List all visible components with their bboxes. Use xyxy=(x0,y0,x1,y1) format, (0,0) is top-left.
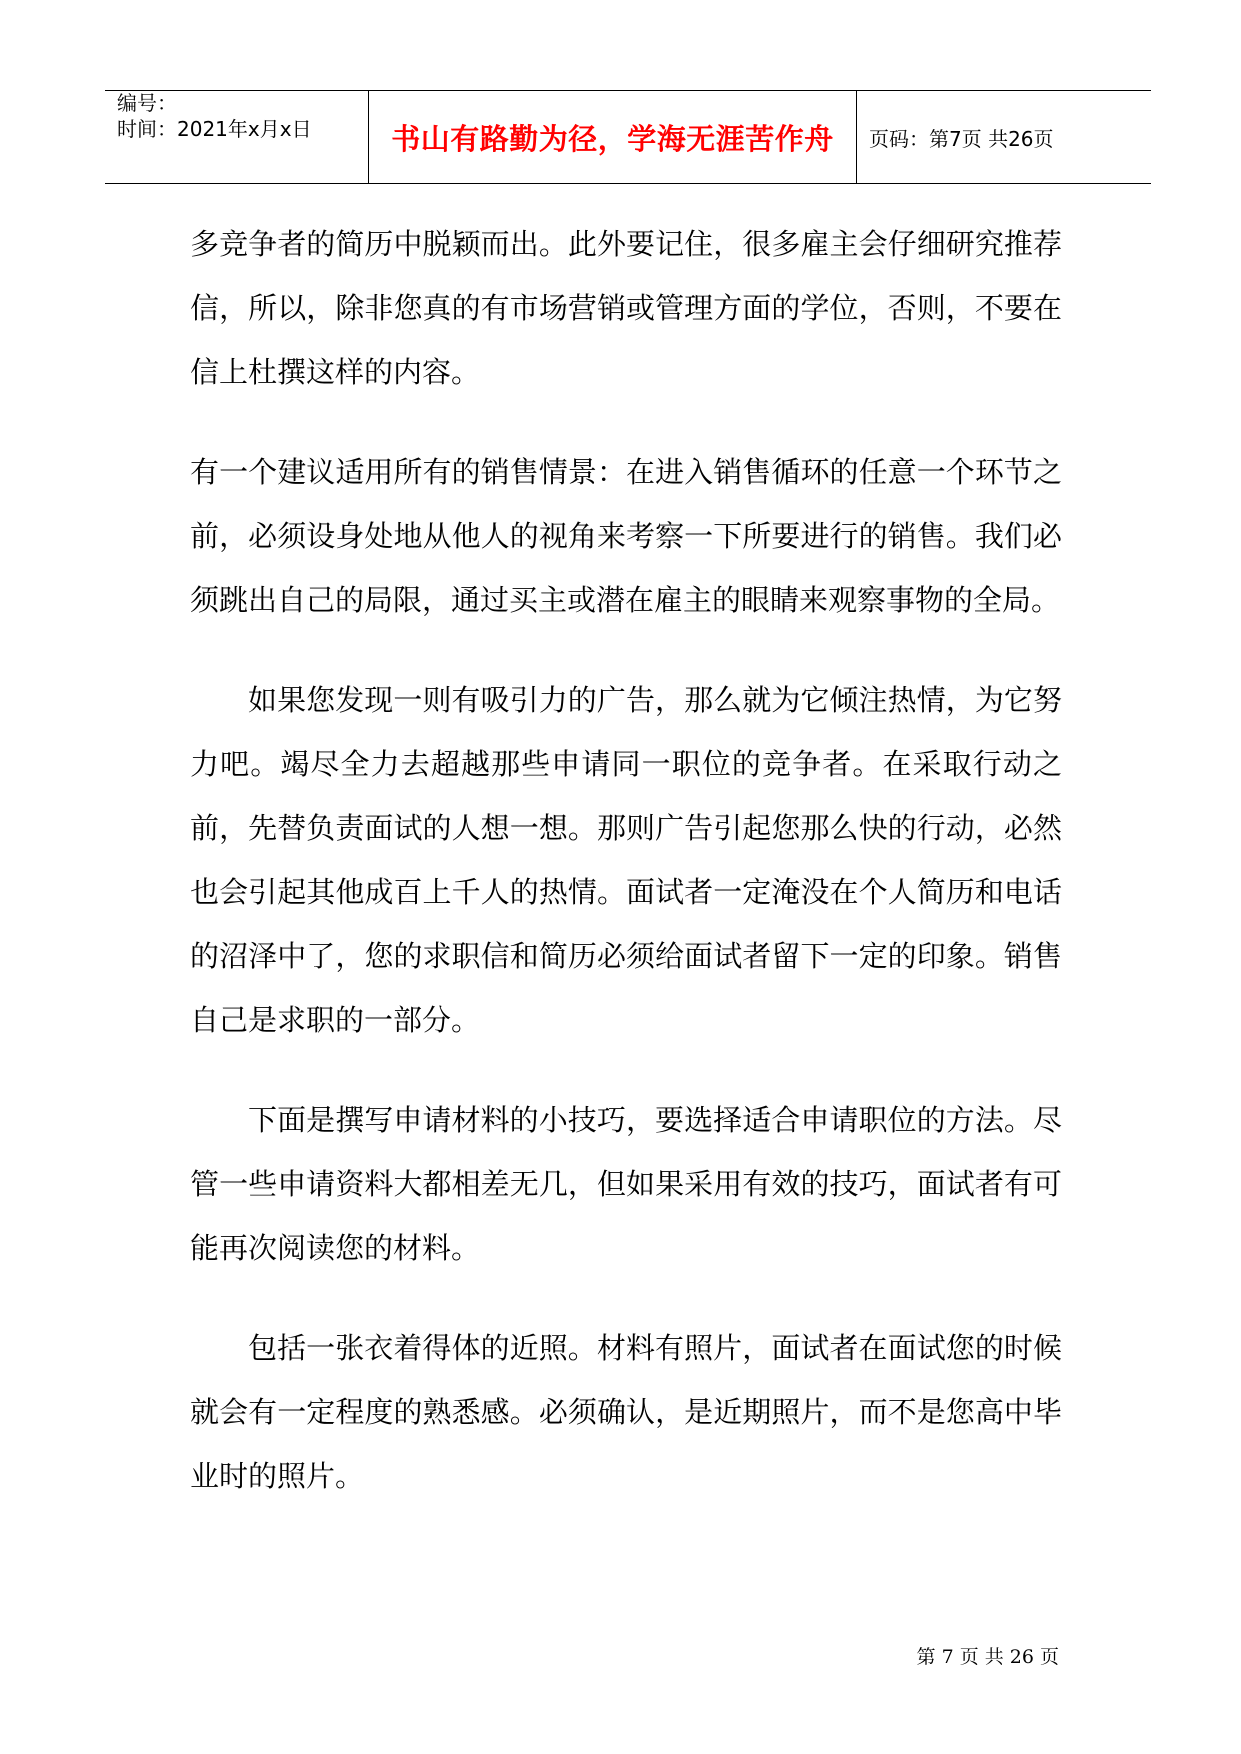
header-meta-cell xyxy=(105,91,369,183)
paragraph: 如果您发现一则有吸引力的广告，那么就为它倾注热情，为它努力吧。竭尽全力去超越那些申请同一职位的竞争者。在采取行动之前，先替负责面试的人想一想。那则广告引起您那么快的行动，必然也会引起其他成百上千人的热情。面试者一定淹没在个人简历和电话的沼泽中了，您的求职信和简历必须给面试者留下一定的印象。销售自己是求职的一部分。 xyxy=(190,683,1062,1037)
paragraph: 有一个建议适用所有的销售情景：在进入销售循环的任意一个环节之前，必须设身处地从他人的视角来考察一下所要进行的销售。我们必须跳出自己的局限，通过买主或潜在雇主的眼睛来观察事物的全局。 xyxy=(190,455,1062,617)
header-motto-cell xyxy=(369,91,857,183)
header-page-info: 页码：第7页 共26页 xyxy=(869,126,1054,151)
document-body xyxy=(190,212,1062,1544)
paragraph: 包括一张衣着得体的近照。材料有照片，面试者在面试您的时候就会有一定程度的熟悉感。必须确认，是近期照片，而不是您高中毕业时的照片。 xyxy=(190,1331,1062,1493)
document-number-label: 编号： xyxy=(117,91,177,115)
paragraph: 下面是撰写申请材料的小技巧，要选择适合申请职位的方法。尽管一些申请资料大都相差无几，但如果采用有效的技巧，面试者有可能再次阅读您的材料。 xyxy=(190,1103,1062,1265)
document-time-label: 时间：2021年x月x日 xyxy=(117,117,312,141)
paragraph: 多竞争者的简历中脱颖而出。此外要记住，很多雇主会仔细研究推荐信，所以，除非您真的有市场营销或管理方面的学位，否则，不要在信上杜撰这样的内容。 xyxy=(190,227,1062,389)
page-footer: 第 7 页 共 26 页 xyxy=(916,1646,1059,1668)
header-motto: 书山有路勤为径，学海无涯苦作舟 xyxy=(391,121,834,156)
header-page-cell xyxy=(857,91,1151,183)
document-header xyxy=(105,90,1151,184)
